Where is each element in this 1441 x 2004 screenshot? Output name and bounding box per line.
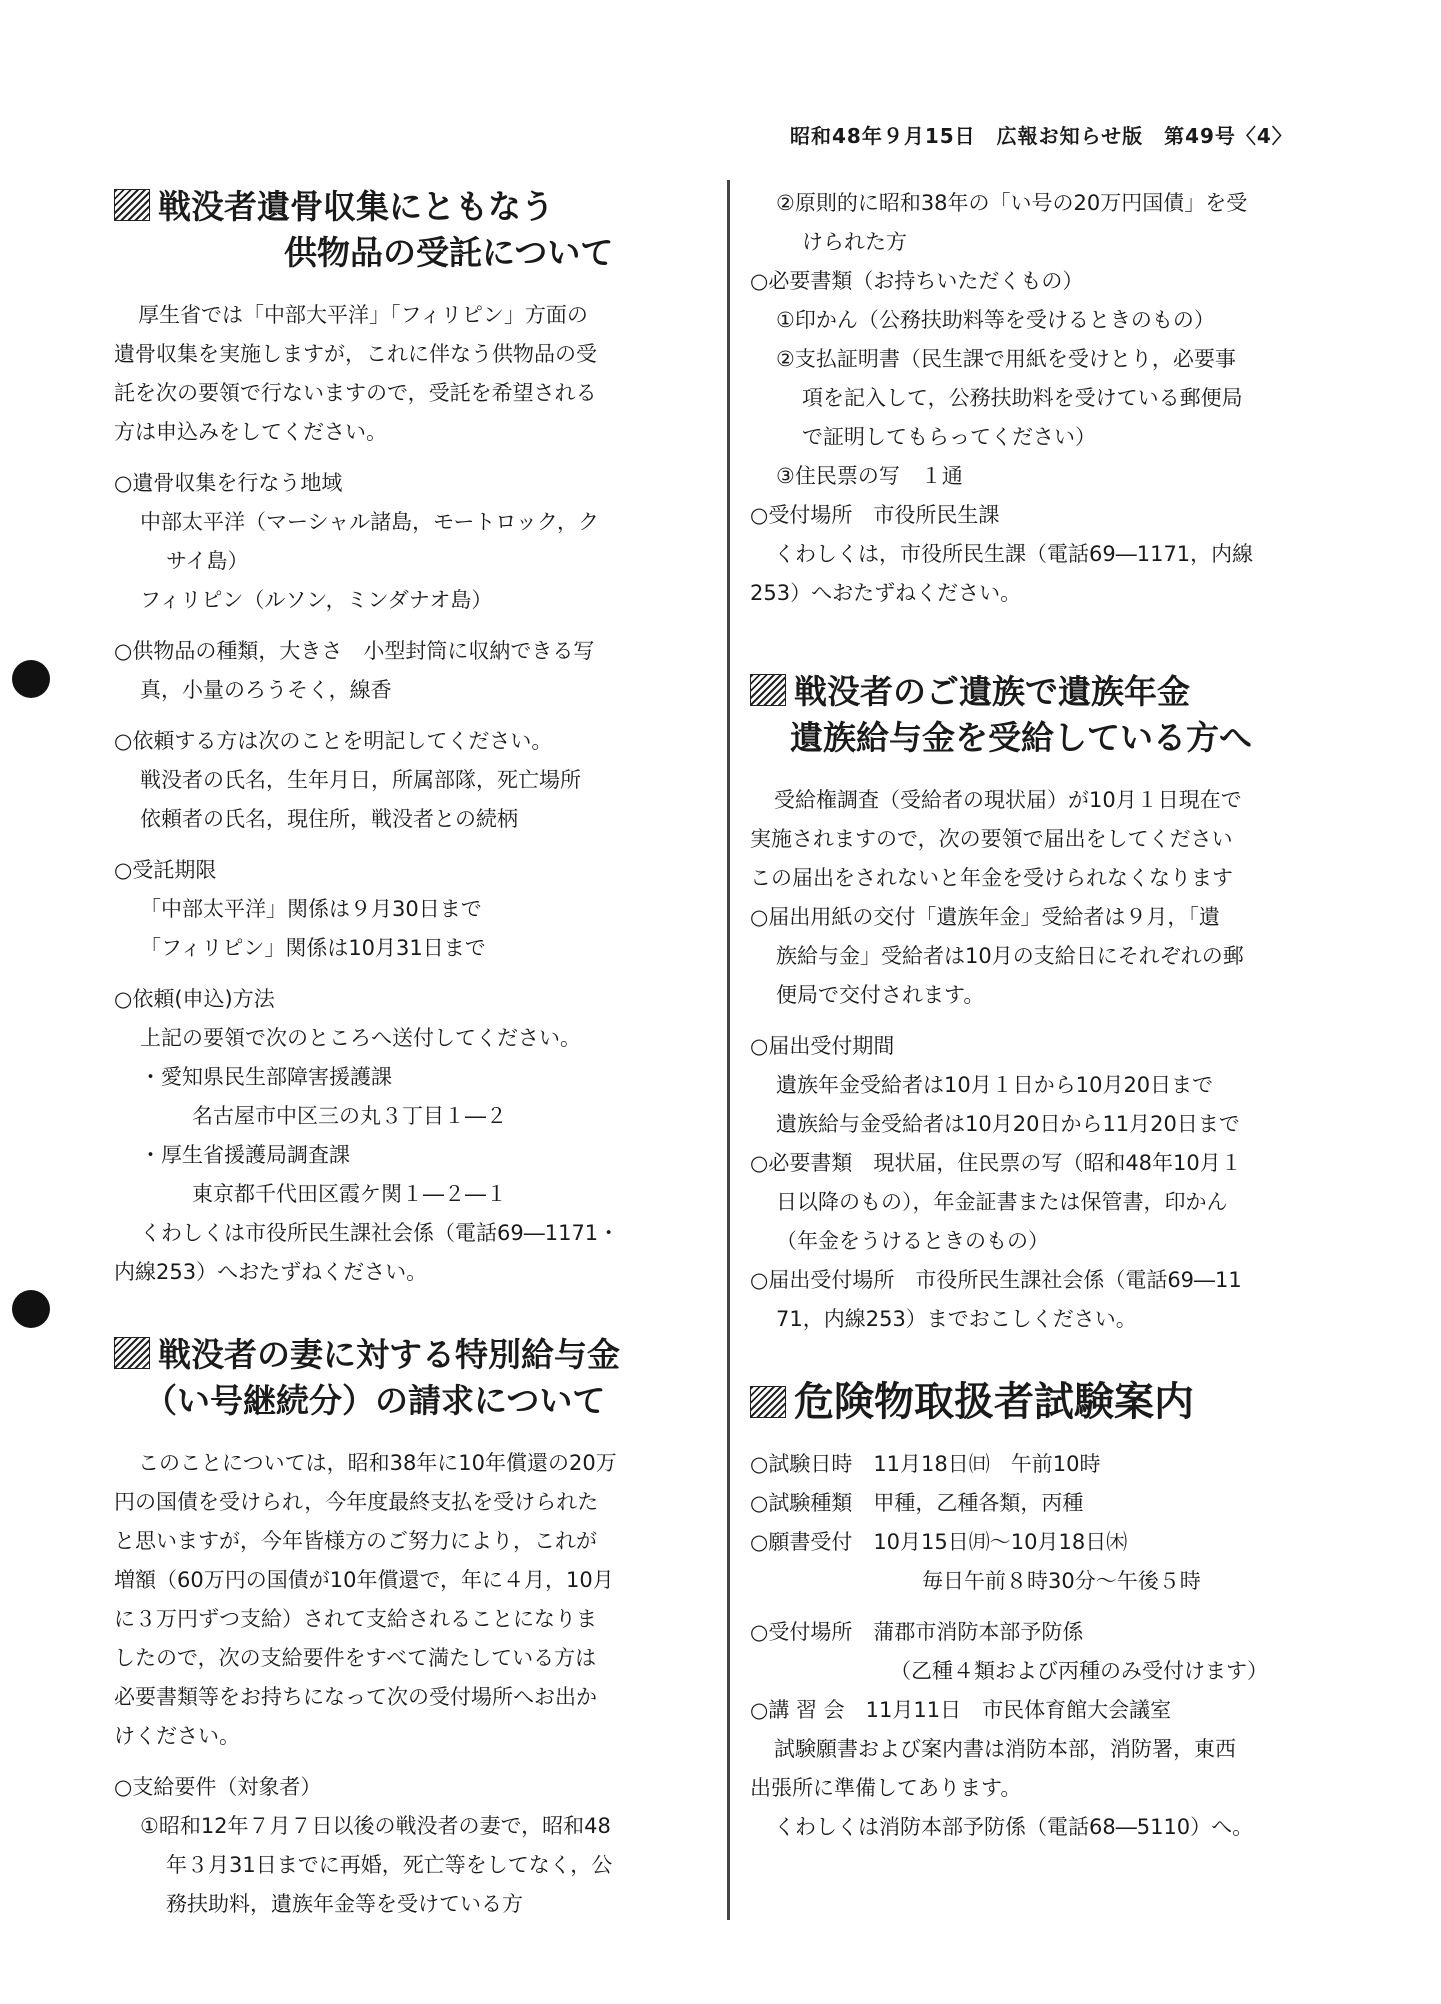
area-line: 中部太平洋（マーシャル諸島，モートロック，ク (140, 510, 600, 534)
period-line: 遺族年金受給者は10月１日から10月20日まで (776, 1073, 1214, 1097)
destination-name: ・愛知県民生部障害援護課 (140, 1065, 392, 1089)
destination-address: 名古屋市中区三の丸３丁目１―２ (192, 1104, 507, 1128)
docs-heading: ○必要書類（お持ちいただくもの） (750, 269, 1084, 293)
doc-line: ①印かん（公務扶助料等を受けるときのもの） (776, 308, 1215, 332)
period-heading: ○届出受付期間 (750, 1034, 895, 1058)
place-line: ○届出受付場所 市役所民生課社会係（電話69―11 (750, 1268, 1242, 1292)
body-line: 増額（60万円の国債が10年償還で，年に４月，10月 (114, 1568, 614, 1592)
intro-line: 方は申込みをしてください。 (114, 420, 387, 444)
condition-line: ②原則的に昭和38年の「い号の20万円国債」を受 (776, 191, 1248, 215)
body-line: と思いますが，今年皆様方のご努力により，これが (114, 1529, 597, 1553)
condition-heading: ○支給要件（対象者） (114, 1775, 322, 1799)
column-divider (727, 180, 730, 1920)
right-column (750, 184, 1340, 1847)
contact-line: 253）へおたずねください。 (750, 581, 1022, 605)
doc-line: で証明してもらってください） (802, 425, 1096, 449)
intro-line: 厚生省では「中部大平洋」「フィリピン」方面の (138, 303, 588, 327)
contact-line: くわしくは市役所民生課社会係（電話69―1171・ (140, 1221, 620, 1245)
hatch-icon (114, 1337, 150, 1369)
body-line: したので，次の支給要件をすべて満たしている方は (114, 1646, 597, 1670)
body-line: この届出をされないと年金を受けられなくなります (750, 866, 1233, 890)
docs-line: ○必要書類 現状届，住民票の写（昭和48年10月１ (750, 1151, 1242, 1175)
body-line: に３万円ずつ支給）されて支給されることになりま (114, 1607, 597, 1631)
intro-line: 遺骨収集を実施しますが，これに伴なう供物品の受 (114, 342, 597, 366)
contact-line: 内線253）へおたずねください。 (114, 1260, 428, 1284)
condition-line: けられた方 (802, 230, 907, 254)
request-heading: ○依頼する方は次のことを明記してください。 (114, 729, 553, 753)
place-note: （乙種４類および丙種のみ受付けます） (890, 1659, 1268, 1683)
apply-line: ○願書受付 10月15日㈪～10月18日㈭ (750, 1530, 1128, 1554)
exam-date: ○試験日時 11月18日㈰ 午前10時 (750, 1452, 1101, 1476)
docs-line: （年金をうけるときのもの） (776, 1229, 1049, 1253)
body-line: 必要書類等をお持ちになって次の受付場所へお出か (114, 1685, 597, 1709)
contact-line: くわしくは，市役所民生課（電話69―1171，内線 (774, 542, 1254, 566)
form-line: 族給与金」受給者は10月の支給日にそれぞれの郵 (776, 944, 1244, 968)
page-header: 昭和48年９月15日 広報お知らせ版 第49号〈4〉 (790, 124, 1293, 148)
body-line: 円の国債を受けられ，今年度最終支払を受けられた (114, 1490, 599, 1514)
body-line: 受給権調査（受給者の現状届）が10月１日現在で (774, 788, 1242, 812)
body-line: 実施されますので，次の要領で届出をしてください (750, 827, 1233, 851)
form-line: ○届出用紙の交付「遺族年金」受給者は９月，「遺 (750, 905, 1220, 929)
area-heading: ○遺骨収集を行なう地域 (114, 471, 343, 495)
article-title-kikenbutsu: 危険物取扱者試験案内 (750, 1379, 1340, 1425)
period-line: 遺族給与金受給者は10月20日から11月20日まで (776, 1112, 1240, 1136)
method-heading: ○依頼(申込)方法 (114, 987, 275, 1011)
doc-line: ③住民票の写 １通 (776, 464, 963, 488)
destination-address: 東京都千代田区霞ケ関１―２―１ (192, 1182, 507, 1206)
method-line: 上記の要領で次のところへ送付してください。 (140, 1026, 581, 1050)
request-line: 依頼者の氏名，現住所，戦没者との続柄 (140, 807, 518, 831)
article-title-ireishu: 戦没者遺骨収集にともなう 供物品の受託について (114, 184, 694, 276)
destination-name: ・厚生省援護局調査課 (140, 1143, 350, 1167)
exam-kind: ○試験種類 甲種，乙種各類，丙種 (750, 1491, 1084, 1515)
area-line: フィリピン（ルソン，ミンダナオ島） (140, 588, 493, 612)
period-line: 「中部太平洋」関係は９月30日まで (140, 897, 482, 921)
request-line: 戦没者の氏名，生年月日，所属部隊，死亡場所 (140, 768, 581, 792)
condition-line: 年３月31日までに再婚，死亡等をしてなく，公 (166, 1853, 613, 1877)
note-line: 試験願書および案内書は消防本部，消防署，東西 (774, 1737, 1236, 1761)
doc-line: ②支払証明書（民生課で用紙を受けとり，必要事 (776, 347, 1236, 371)
article-title-izoku: 戦没者のご遺族で遺族年金 遺族給与金を受給している方へ (750, 669, 1340, 761)
body-line: このことについては，昭和38年に10年償還の20万 (138, 1451, 617, 1475)
hatch-icon (750, 674, 786, 706)
docs-line: 日以降のもの），年金証書または保管書，印かん (776, 1190, 1228, 1214)
form-line: 便局で交付されます。 (776, 983, 985, 1007)
body-line: けください。 (114, 1724, 240, 1748)
left-column (114, 184, 694, 1924)
note-line: 出張所に準備してあります。 (750, 1776, 1022, 1800)
condition-line: 務扶助料，遺族年金等を受けている方 (166, 1892, 523, 1916)
period-line: 「フィリピン」関係は10月31日まで (140, 936, 486, 960)
condition-line: ①昭和12年７月７日以後の戦没者の妻で，昭和48 (140, 1814, 611, 1838)
items-line: ○供物品の種類，大きさ 小型封筒に収納できる写 (114, 639, 595, 663)
contact-line: くわしくは消防本部予防係（電話68―5110）へ。 (774, 1815, 1254, 1839)
intro-line: 託を次の要領で行ないますので，受託を希望される (114, 381, 597, 405)
apply-hours: 毎日午前８時30分～午後５時 (922, 1569, 1201, 1593)
place-line: ○受付場所 蒲郡市消防本部予防係 (750, 1620, 1084, 1644)
hatch-icon (750, 1386, 786, 1418)
place-line: ○受付場所 市役所民生課 (750, 503, 1000, 527)
punch-hole-top (12, 660, 50, 698)
lecture-line: ○講 習 会 11月11日 市民体育館大会議室 (750, 1698, 1172, 1722)
area-line: サイ島） (166, 549, 249, 573)
items-line: 真，小量のろうそく，線香 (140, 678, 392, 702)
article-title-tokubetsu: 戦没者の妻に対する特別給与金 （い号継続分）の請求について (114, 1332, 694, 1424)
period-heading: ○受託期限 (114, 858, 217, 882)
doc-line: 項を記入して，公務扶助料を受けている郵便局 (802, 386, 1243, 410)
punch-hole-bottom (12, 1290, 50, 1328)
place-line: 71，内線253）までおこしください。 (776, 1307, 1137, 1331)
hatch-icon (114, 189, 150, 221)
